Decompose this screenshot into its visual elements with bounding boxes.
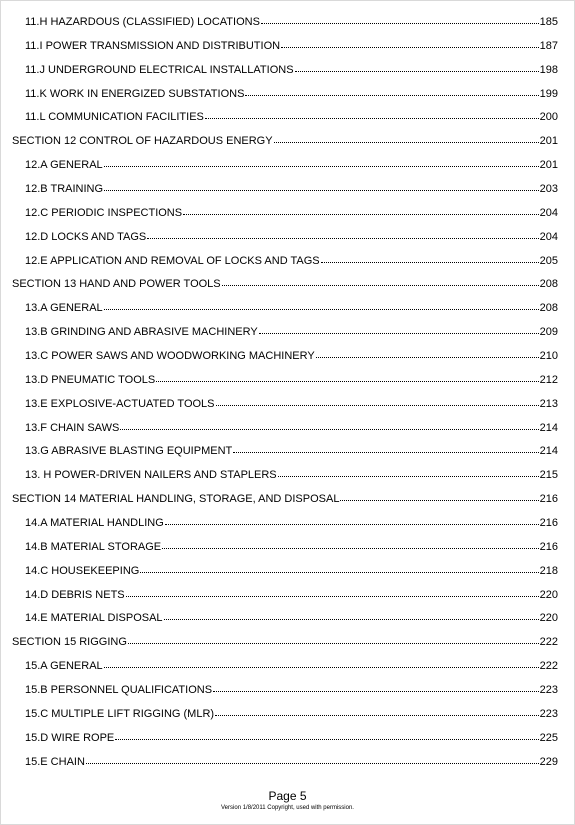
toc-entry-row [25, 59, 558, 83]
toc-subsection-entry[interactable] [0, 83, 575, 107]
dot-leader [205, 110, 539, 120]
toc-entry-row [25, 417, 558, 441]
toc-section-heading[interactable] [0, 488, 575, 512]
toc-page-number[interactable]: 208 [539, 278, 558, 291]
toc-entry-row [25, 751, 558, 775]
toc-subsection-entry[interactable] [0, 345, 575, 369]
dot-leader [128, 635, 539, 645]
toc-subsection-entry[interactable] [0, 250, 575, 274]
dot-leader [104, 182, 539, 192]
toc-page-number[interactable]: 200 [539, 111, 558, 124]
dot-leader [165, 516, 539, 526]
toc-page-number[interactable]: 220 [539, 588, 558, 601]
toc-entry-row [12, 273, 558, 297]
dot-leader [316, 349, 539, 359]
toc-entry-row [12, 631, 558, 655]
toc-entry-row [25, 250, 558, 274]
table-of-contents [0, 11, 575, 775]
dot-leader [104, 301, 539, 311]
toc-page-number[interactable]: 208 [539, 302, 558, 315]
toc-entry-label[interactable]: 13. H POWER-DRIVEN NAILERS AND STAPLERS [25, 469, 277, 482]
toc-entry-row [25, 536, 558, 560]
toc-entry-row [25, 226, 558, 250]
toc-subsection-entry[interactable] [0, 655, 575, 679]
toc-page-number[interactable]: 212 [539, 373, 558, 386]
toc-entry-row [25, 655, 558, 679]
toc-subsection-entry[interactable] [0, 512, 575, 536]
toc-entry-label[interactable]: 14.B MATERIAL STORAGE [25, 540, 162, 553]
toc-entry-label[interactable]: SECTION 13 HAND AND POWER TOOLS [12, 278, 221, 291]
toc-entry-label[interactable]: 13.D PNEUMATIC TOOLS [25, 373, 156, 386]
dot-leader [321, 254, 539, 264]
dot-leader [216, 397, 539, 407]
toc-page-number[interactable]: 204 [539, 206, 558, 219]
toc-entry-label[interactable]: 12.A GENERAL [25, 159, 103, 172]
toc-entry-row [25, 464, 558, 488]
toc-page-number[interactable]: 201 [539, 159, 558, 172]
toc-entry-label[interactable]: 13.C POWER SAWS AND WOODWORKING MACHINERY [25, 350, 315, 363]
toc-section-heading[interactable] [0, 130, 575, 154]
toc-subsection-entry[interactable] [0, 369, 575, 393]
toc-subsection-entry[interactable] [0, 584, 575, 608]
dot-leader [140, 564, 538, 574]
toc-page-number[interactable]: 205 [539, 254, 558, 267]
toc-page-number[interactable]: 215 [539, 469, 558, 482]
toc-entry-row [12, 130, 558, 154]
toc-section-heading[interactable] [0, 631, 575, 655]
toc-page-number[interactable]: 203 [539, 183, 558, 196]
toc-entry-row [25, 35, 558, 59]
toc-subsection-entry[interactable] [0, 297, 575, 321]
toc-entry-label[interactable]: 15.E CHAIN [25, 755, 85, 768]
toc-subsection-entry[interactable] [0, 35, 575, 59]
toc-subsection-entry[interactable] [0, 560, 575, 584]
toc-subsection-entry[interactable] [0, 226, 575, 250]
toc-entry-row [25, 297, 558, 321]
toc-subsection-entry[interactable] [0, 178, 575, 202]
toc-entry-row [25, 202, 558, 226]
toc-entry-label[interactable]: 12.E APPLICATION AND REMOVAL OF LOCKS AND TAGS [25, 254, 320, 267]
toc-entry-label[interactable]: SECTION 12 CONTROL OF HAZARDOUS ENERGY [12, 135, 273, 148]
dot-leader [126, 588, 539, 598]
toc-subsection-entry[interactable] [0, 536, 575, 560]
toc-subsection-entry[interactable] [0, 440, 575, 464]
toc-subsection-entry[interactable] [0, 417, 575, 441]
toc-entry-row [25, 83, 558, 107]
dot-leader [261, 15, 539, 25]
toc-subsection-entry[interactable] [0, 751, 575, 775]
toc-page-number[interactable]: 185 [539, 16, 558, 28]
toc-page-number[interactable]: 204 [539, 230, 558, 243]
toc-entry-row [25, 560, 558, 584]
toc-entry-label[interactable]: 12.D LOCKS AND TAGS [25, 230, 147, 243]
toc-entry-label[interactable]: 14.E MATERIAL DISPOSAL [25, 612, 163, 625]
dot-leader [104, 158, 539, 168]
toc-page-number[interactable]: 216 [539, 517, 558, 530]
toc-entry-row [25, 106, 558, 130]
toc-page-number[interactable]: 216 [539, 493, 558, 506]
version-copyright-line: Version 1/8/2011 Copyright, used with permission. [221, 805, 354, 811]
dot-leader [162, 540, 539, 550]
dot-leader [340, 492, 538, 502]
toc-subsection-entry[interactable] [0, 607, 575, 631]
toc-entry-label[interactable]: 13.G ABRASIVE BLASTING EQUIPMENT [25, 445, 233, 458]
toc-entry-label[interactable]: 14.A MATERIAL HANDLING [25, 517, 164, 530]
dot-leader [245, 87, 538, 97]
dot-leader [104, 659, 539, 669]
toc-subsection-entry[interactable] [0, 154, 575, 178]
toc-page-number[interactable]: 214 [539, 445, 558, 458]
toc-entry-row [25, 440, 558, 464]
toc-entry-label[interactable]: 13.E EXPLOSIVE-ACTUATED TOOLS [25, 397, 215, 410]
toc-page-number[interactable]: 222 [539, 636, 558, 649]
toc-page-number[interactable]: 201 [539, 135, 558, 148]
toc-subsection-entry[interactable] [0, 106, 575, 130]
toc-entry-row [12, 488, 558, 512]
toc-entry-label[interactable]: 14.C HOUSEKEEPING [25, 564, 140, 577]
toc-subsection-entry[interactable] [0, 321, 575, 345]
toc-entry-label[interactable]: 13.F CHAIN SAWS [25, 421, 120, 434]
dot-leader [213, 683, 539, 693]
toc-page-number[interactable]: 225 [539, 731, 558, 744]
toc-subsection-entry[interactable] [0, 59, 575, 83]
toc-page-number[interactable]: 222 [539, 660, 558, 673]
toc-entry-label[interactable]: 12.B TRAINING [25, 183, 104, 196]
toc-entry-label[interactable]: 15.C MULTIPLE LIFT RIGGING (MLR) [25, 707, 215, 720]
toc-page-number[interactable]: 218 [539, 564, 558, 577]
toc-page-number[interactable]: 213 [539, 397, 558, 410]
toc-page-number[interactable]: 209 [539, 326, 558, 339]
toc-entry-label[interactable]: 11.J UNDERGROUND ELECTRICAL INSTALLATIONS [25, 63, 294, 76]
toc-page-number[interactable]: 187 [539, 39, 558, 52]
toc-page-number[interactable]: 199 [539, 87, 558, 100]
dot-leader [274, 134, 539, 144]
toc-entry-label[interactable]: 13.B GRINDING AND ABRASIVE MACHINERY [25, 326, 258, 339]
dot-leader [278, 468, 539, 478]
toc-entry-row [25, 154, 558, 178]
toc-subsection-entry[interactable] [0, 703, 575, 727]
toc-entry-row [25, 345, 558, 369]
toc-subsection-entry[interactable] [0, 11, 575, 35]
toc-entry-label[interactable]: 15.D WIRE ROPE [25, 731, 115, 744]
toc-page-number[interactable]: 223 [539, 684, 558, 697]
toc-page-number[interactable]: 214 [539, 421, 558, 434]
dot-leader [164, 611, 539, 621]
page-number: Page 5 [268, 789, 307, 803]
dot-leader [86, 755, 539, 765]
toc-entry-label[interactable]: SECTION 14 MATERIAL HANDLING, STORAGE, AND DISPOSAL [12, 493, 340, 506]
toc-page-number[interactable]: 198 [539, 63, 558, 76]
dot-leader [147, 230, 538, 240]
toc-entry-row [25, 512, 558, 536]
dot-leader [281, 39, 539, 49]
toc-page-number[interactable]: 223 [539, 707, 558, 720]
toc-subsection-entry[interactable] [0, 464, 575, 488]
dot-leader [120, 421, 538, 431]
toc-page-number[interactable]: 210 [539, 350, 558, 363]
toc-entry-label[interactable]: 15.A GENERAL [25, 660, 103, 673]
toc-entry-row [25, 11, 558, 35]
toc-entry-row [25, 703, 558, 727]
toc-subsection-entry[interactable] [0, 393, 575, 417]
dot-leader [233, 444, 538, 454]
dot-leader [215, 707, 539, 717]
toc-entry-label[interactable]: 13.A GENERAL [25, 302, 103, 315]
toc-entry-label[interactable]: 11.H HAZARDOUS (CLASSIFIED) LOCATIONS [25, 16, 260, 28]
dot-leader [222, 277, 539, 287]
toc-entry-row [25, 321, 558, 345]
toc-entry-row [25, 727, 558, 751]
toc-entry-label[interactable]: SECTION 15 RIGGING [12, 636, 127, 649]
toc-entry-row [25, 607, 558, 631]
dot-leader [183, 206, 539, 216]
toc-subsection-entry[interactable] [0, 679, 575, 703]
toc-entry-label[interactable]: 14.D DEBRIS NETS [25, 588, 125, 601]
dot-leader [156, 373, 538, 383]
toc-page-number[interactable]: 220 [539, 612, 558, 625]
toc-page-number[interactable]: 216 [539, 540, 558, 553]
toc-entry-row [25, 679, 558, 703]
toc-entry-label[interactable]: 11.K WORK IN ENERGIZED SUBSTATIONS [25, 87, 245, 100]
toc-section-heading[interactable] [0, 273, 575, 297]
dot-leader [295, 63, 539, 73]
toc-entry-label[interactable]: 12.C PERIODIC INSPECTIONS [25, 206, 183, 219]
toc-subsection-entry[interactable] [0, 202, 575, 226]
toc-entry-label[interactable]: 11.I POWER TRANSMISSION AND DISTRIBUTION [25, 39, 281, 52]
toc-entry-row [25, 369, 558, 393]
toc-entry-label[interactable]: 11.L COMMUNICATION FACILITIES [25, 111, 204, 124]
dot-leader [115, 731, 538, 741]
toc-entry-label[interactable]: 15.B PERSONNEL QUALIFICATIONS [25, 684, 213, 697]
toc-entry-row [25, 393, 558, 417]
toc-entry-row [25, 584, 558, 608]
dot-leader [259, 325, 539, 335]
toc-subsection-entry[interactable] [0, 727, 575, 751]
toc-entry-row [25, 178, 558, 202]
toc-page-number[interactable]: 229 [539, 755, 558, 768]
